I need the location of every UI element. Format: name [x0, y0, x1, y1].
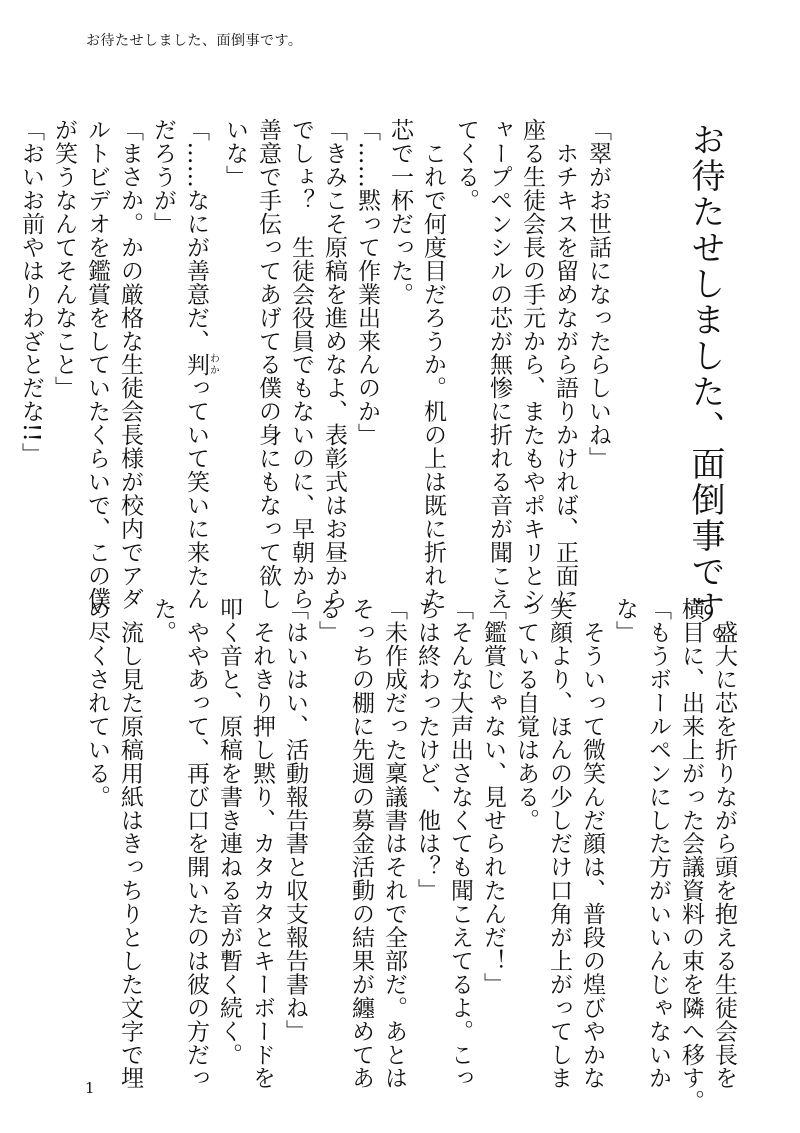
- text-line: っている自覚はある。: [513, 597, 539, 832]
- text-line: 叩く音と、原稿を書き連ねる音が暫く続く。: [216, 597, 242, 1066]
- text-line: 横目に、出来上がった会議資料の束を隣へ移す。: [678, 597, 704, 1113]
- text-line: 盛大に芯を折りながら頭を抱える生徒会長を: [711, 597, 737, 1090]
- text-line: ややあって、再び口を開いたのは彼の方だっ: [183, 597, 209, 1090]
- text-line: てくる。: [453, 118, 479, 212]
- text-block-lower: [60, 597, 740, 1113]
- page-number: 1: [85, 1079, 95, 1097]
- text-line: 座る生徒会長の手元から、またもやポキリとシ: [519, 118, 545, 611]
- text-block-upper: [18, 118, 614, 611]
- text-line: 「おいお前やはりわざとだな!!」: [18, 118, 44, 466]
- text-line: 「鑑賞じゃない、見せられたんだ！」: [480, 597, 506, 996]
- text-line: 芯で一杯だった。: [387, 118, 413, 306]
- text-line: 「まさか。かの厳格な生徒会長様が校内でアダ: [117, 118, 143, 611]
- text-line: だろうが」: [150, 118, 176, 236]
- text-line: 「……なにが善意だ、判わかっていて笑いに来たん: [183, 118, 219, 611]
- text-line: 「未作成だった稟議書はそれで全部だ。あとは: [381, 597, 407, 1090]
- text-line: ルトビデオを鑑賞をしていたくらいで、この僕: [84, 118, 110, 611]
- text-line: な」: [612, 597, 638, 644]
- text-line: ちは終わったけど、他は？」: [414, 597, 440, 902]
- running-header: お待たせしました、面倒事です。: [86, 33, 303, 49]
- text-line: 善意で手伝ってあげてる僕の身にもなって欲し: [255, 118, 281, 611]
- text-line: が笑うなんてそんなこと」: [51, 118, 77, 400]
- text-line: 「はいはい、活動報告書と収支報告書ね」: [282, 597, 308, 1043]
- text-line: 「……黙って作業出来んのか」: [354, 118, 380, 447]
- text-line: ャープペンシルの芯が無惨に折れる音が聞こえ: [486, 118, 512, 611]
- text-line: 「そんな大声出さなくても聞こえてるよ。こっ: [447, 597, 473, 1090]
- text-line: 流し見た原稿用紙はきっちりとした文字で埋: [117, 597, 143, 1090]
- chapter-title: お待たせしました、面倒事です。: [685, 122, 725, 662]
- text-line: 「翠がお世話になったらしいね」: [585, 118, 611, 470]
- ruby-annotation: 判わか: [183, 352, 219, 376]
- text-line: る」: [315, 597, 341, 644]
- text-line: ホチキスを留めながら語りかければ、正面に: [552, 118, 578, 611]
- text-line: そういって微笑んだ顔は、普段の煌びやかな: [579, 597, 605, 1090]
- text-line: め尽くされている。: [84, 597, 110, 809]
- text-line: 笑顔より、ほんの少しだけ口角が上がってしま: [546, 597, 572, 1090]
- text-line: これで何度目だろうか。机の上は既に折れた: [420, 118, 446, 611]
- text-line: そっちの棚に先週の募金活動の結果が纏めてあ: [348, 597, 374, 1090]
- text-line: 「もうボールペンにした方がいいんじゃないか: [645, 597, 671, 1090]
- text-line: いな」: [222, 118, 248, 189]
- text-line: でしょ？ 生徒会役員でもないのに、早朝から: [288, 118, 314, 611]
- text-line: 「きみこそ原稿を進めなよ、表彰式はお昼から: [321, 118, 347, 611]
- text-line: それきり押し黙り、カタカタとキーボードを: [249, 597, 275, 1090]
- text-line: た。: [150, 597, 176, 644]
